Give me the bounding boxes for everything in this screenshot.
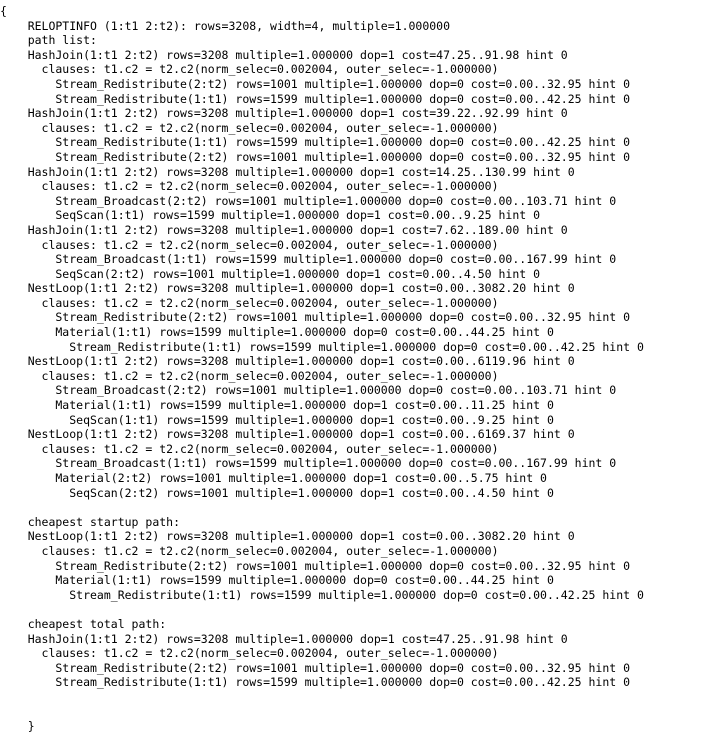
plan-line: HashJoin(1:t1 2:t2) rows=3208 multiple=1.000000 dop=1 cost=7.62..189.00 hint 0 <box>0 222 568 237</box>
plan-line: Stream_Broadcast(2:t2) rows=1001 multiple=1.000000 dop=0 cost=0.00..103.71 hint 0 <box>0 193 617 208</box>
plan-line: clauses: t1.c2 = t2.c2(norm_selec=0.002004, outer_selec=-1.000000) <box>0 62 499 77</box>
plan-line: Material(1:t1) rows=1599 multiple=1.000000 dop=0 cost=0.00..44.25 hint 0 <box>0 573 554 588</box>
plan-line: clauses: t1.c2 = t2.c2(norm_selec=0.002004, outer_selec=-1.000000) <box>0 179 499 194</box>
plan-line: clauses: t1.c2 = t2.c2(norm_selec=0.002004, outer_selec=-1.000000) <box>0 295 499 310</box>
plan-line: Stream_Broadcast(2:t2) rows=1001 multiple=1.000000 dop=0 cost=0.00..103.71 hint 0 <box>0 383 617 398</box>
plan-line: cheapest total path: <box>0 616 167 631</box>
plan-line: Stream_Redistribute(1:t1) rows=1599 multiple=1.000000 dop=0 cost=0.00..42.25 hint 0 <box>0 339 644 354</box>
plan-line <box>0 500 710 515</box>
plan-line: } <box>0 719 35 734</box>
plan-line: Material(1:t1) rows=1599 multiple=1.000000 dop=0 cost=0.00..44.25 hint 0 <box>0 325 554 340</box>
plan-line: clauses: t1.c2 = t2.c2(norm_selec=0.002004, outer_selec=-1.000000) <box>0 368 499 383</box>
plan-line: Stream_Redistribute(2:t2) rows=1001 multiple=1.000000 dop=0 cost=0.00..32.95 hint 0 <box>0 660 631 675</box>
plan-line: SeqScan(2:t2) rows=1001 multiple=1.000000 dop=1 cost=0.00..4.50 hint 0 <box>0 485 554 500</box>
plan-line: SeqScan(1:t1) rows=1599 multiple=1.000000 dop=1 cost=0.00..9.25 hint 0 <box>0 412 554 427</box>
plan-line: clauses: t1.c2 = t2.c2(norm_selec=0.002004, outer_selec=-1.000000) <box>0 646 499 661</box>
plan-line: Stream_Broadcast(1:t1) rows=1599 multiple=1.000000 dop=0 cost=0.00..167.99 hint 0 <box>0 456 617 471</box>
plan-line: Stream_Broadcast(1:t1) rows=1599 multiple=1.000000 dop=0 cost=0.00..167.99 hint 0 <box>0 252 617 267</box>
plan-line: clauses: t1.c2 = t2.c2(norm_selec=0.002004, outer_selec=-1.000000) <box>0 237 499 252</box>
plan-line: Material(1:t1) rows=1599 multiple=1.000000 dop=1 cost=0.00..11.25 hint 0 <box>0 398 554 413</box>
plan-line: cheapest startup path: <box>0 514 181 529</box>
plan-line: NestLoop(1:t1 2:t2) rows=3208 multiple=1.000000 dop=1 cost=0.00..6169.37 hint 0 <box>0 427 575 442</box>
plan-line: Stream_Redistribute(2:t2) rows=1001 multiple=1.000000 dop=0 cost=0.00..32.95 hint 0 <box>0 76 631 91</box>
plan-line: Material(2:t2) rows=1001 multiple=1.000000 dop=1 cost=0.00..5.75 hint 0 <box>0 471 547 485</box>
plan-line: Stream_Redistribute(2:t2) rows=1001 multiple=1.000000 dop=0 cost=0.00..32.95 hint 0 <box>0 149 631 164</box>
plan-line: Stream_Redistribute(1:t1) rows=1599 multiple=1.000000 dop=0 cost=0.00..42.25 hint 0 <box>0 135 631 150</box>
plan-line: NestLoop(1:t1 2:t2) rows=3208 multiple=1.000000 dop=1 cost=0.00..3082.20 hint 0 <box>0 529 575 544</box>
plan-line: NestLoop(1:t1 2:t2) rows=3208 multiple=1.000000 dop=1 cost=0.00..3082.20 hint 0 <box>0 281 575 296</box>
plan-line <box>0 690 710 705</box>
plan-line: SeqScan(2:t2) rows=1001 multiple=1.000000 dop=1 cost=0.00..4.50 hint 0 <box>0 266 541 281</box>
plan-line: RELOPTINFO (1:t1 2:t2): rows=3208, width=4, multiple=1.000000 <box>0 18 451 33</box>
plan-line <box>0 705 710 720</box>
plan-line: path list: <box>0 33 97 48</box>
plan-line: clauses: t1.c2 = t2.c2(norm_selec=0.002004, outer_selec=-1.000000) <box>0 120 499 135</box>
plan-line: Stream_Redistribute(2:t2) rows=1001 multiple=1.000000 dop=0 cost=0.00..32.95 hint 0 <box>0 310 631 325</box>
plan-line: { <box>0 4 7 18</box>
plan-line: HashJoin(1:t1 2:t2) rows=3208 multiple=1.000000 dop=1 cost=14.25..130.99 hint 0 <box>0 164 575 179</box>
plan-line: clauses: t1.c2 = t2.c2(norm_selec=0.002004, outer_selec=-1.000000) <box>0 441 499 456</box>
plan-line: Stream_Redistribute(1:t1) rows=1599 multiple=1.000000 dop=0 cost=0.00..42.25 hint 0 <box>0 91 631 106</box>
plan-line: Stream_Redistribute(1:t1) rows=1599 multiple=1.000000 dop=0 cost=0.00..42.25 hint 0 <box>0 587 644 602</box>
plan-line: Stream_Redistribute(1:t1) rows=1599 multiple=1.000000 dop=0 cost=0.00..42.25 hint 0 <box>0 675 631 690</box>
plan-line: SeqScan(1:t1) rows=1599 multiple=1.000000 dop=1 cost=0.00..9.25 hint 0 <box>0 208 541 223</box>
plan-line: Stream_Redistribute(2:t2) rows=1001 multiple=1.000000 dop=0 cost=0.00..32.95 hint 0 <box>0 558 631 573</box>
plan-line: clauses: t1.c2 = t2.c2(norm_selec=0.002004, outer_selec=-1.000000) <box>0 543 499 558</box>
plan-line: HashJoin(1:t1 2:t2) rows=3208 multiple=1.000000 dop=1 cost=47.25..91.98 hint 0 <box>0 47 568 62</box>
plan-line: NestLoop(1:t1 2:t2) rows=3208 multiple=1.000000 dop=1 cost=0.00..6119.96 hint 0 <box>0 354 575 369</box>
plan-line <box>0 602 710 617</box>
plan-line: HashJoin(1:t1 2:t2) rows=3208 multiple=1.000000 dop=1 cost=47.25..91.98 hint 0 <box>0 631 568 646</box>
plan-line: HashJoin(1:t1 2:t2) rows=3208 multiple=1.000000 dop=1 cost=39.22..92.99 hint 0 <box>0 106 568 121</box>
